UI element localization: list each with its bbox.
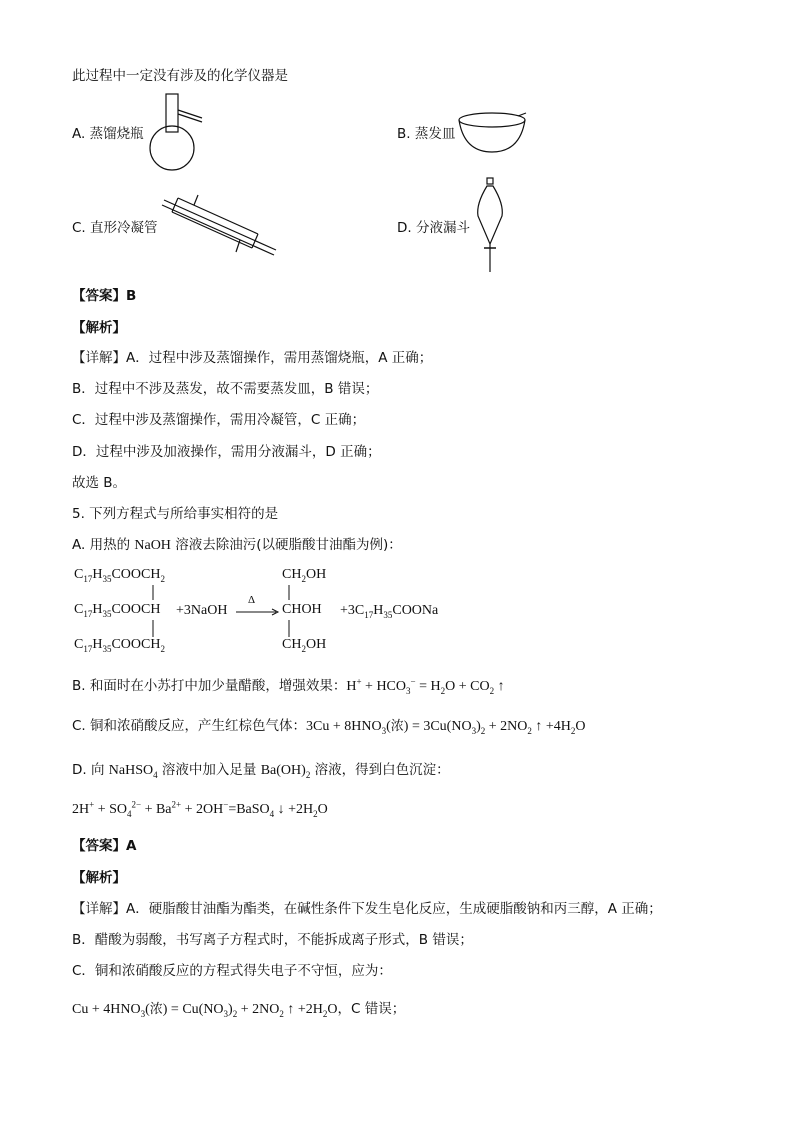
reactant-ester-line-3: $C_{17}H_{35}COOCH_2$: [74, 637, 165, 654]
q5-analysis-title: 【解析】: [72, 870, 126, 886]
reactant-ester-line-1: $C_{17}H_{35}COOCH_2$: [74, 567, 165, 584]
q4-detail-line: D．过程中涉及加液操作，需用分液漏斗，D 正确；: [72, 444, 381, 460]
heat-condition: Δ: [248, 594, 256, 606]
option-b-label: B. 蒸发皿: [397, 126, 456, 142]
q5-option-b: B. 和面时在小苏打中加少量醋酸，增强效果：$H^+ + HCO_3^- = H_2O + CO_2$ ↑: [72, 676, 505, 696]
separatory-funnel-icon: [474, 176, 506, 276]
q4-detail-line: 【详解】A．过程中涉及蒸馏操作，需用蒸馏烧瓶，A 正确；: [72, 350, 433, 366]
q4-analysis-title: 【解析】: [72, 320, 126, 336]
question-4-stem: 此过程中一定没有涉及的化学仪器是: [72, 68, 288, 84]
option-a-label: A. 蒸馏烧瓶: [72, 126, 144, 142]
product-glycerol-line-3: $CH_2OH$: [282, 637, 327, 654]
product-glycerol-line-1: $CH_2OH$: [282, 567, 327, 584]
q4-detail-line: 故选 B。: [72, 475, 127, 491]
q5-answer: 【答案】A: [72, 838, 137, 854]
product-glycerol-line-2: CHOH: [282, 602, 322, 617]
q5-detail-line: C．铜和浓硝酸反应的方程式得失电子不守恒，应为：: [72, 963, 392, 979]
q4-detail-line: C．过程中涉及蒸馏操作，需用冷凝管，C 正确；: [72, 412, 366, 428]
option-d-label: D. 分液漏斗: [397, 220, 470, 236]
option-c-label: C. 直形冷凝管: [72, 220, 158, 236]
q5-option-d-equation: $2H^+ + SO_4^{2-} + Ba^{2+}$ + 2OH−=BaSO$_4$ ↓ $+2H_2O$: [72, 799, 328, 819]
glycerol-bonds: [286, 585, 292, 640]
straight-condenser-icon: [160, 190, 280, 260]
q5-option-a-text: A. 用热的 NaOH 溶液去除油污(以硬脂酸甘油酯为例)：: [72, 537, 402, 553]
q5-option-d: D. 向 NaHSO$_4$ 溶液中加入足量 $Ba(OH)_2$ 溶液，得到白色沉淀：: [72, 762, 450, 780]
reactant-ester-line-2: $C_{17}H_{35}COOCH$: [74, 602, 161, 619]
q4-detail-line: B．过程中不涉及蒸发，故不需要蒸发皿，B 错误；: [72, 381, 379, 397]
evaporating-dish-icon: [458, 110, 528, 158]
reaction-arrow-icon: [236, 608, 280, 616]
q5-detail-line: B．醋酸为弱酸，书写离子方程式时，不能拆成离子形式，B 错误；: [72, 932, 473, 948]
q5-corrected-equation: $Cu + 4HNO_3$(浓) = $Cu(NO_3)_2 + 2NO_2$ ↑ $+2H_2O$，C 错误；: [72, 1001, 406, 1019]
q5-option-c: C. 铜和浓硝酸反应，产生红棕色气体：$3Cu + 8HNO_3$(浓) = $3Cu(NO_3)_2 + 2NO_2$ ↑ $+4H_2O$: [72, 718, 586, 736]
reagent-naoh: +3NaOH: [176, 603, 228, 618]
distillation-flask-icon: [148, 92, 208, 174]
product-sodium-stearate: $+3C_{17}H_{35}COONa$: [340, 603, 439, 620]
q4-answer: 【答案】B: [72, 288, 137, 304]
question-5-stem: 5. 下列方程式与所给事实相符的是: [72, 506, 279, 522]
ester-bonds: [150, 585, 156, 640]
q5-detail-line: 【详解】A．硬脂酸甘油酯为酯类，在碱性条件下发生皂化反应，生成硬脂酸钠和丙三醇，A 正确；: [72, 901, 662, 917]
